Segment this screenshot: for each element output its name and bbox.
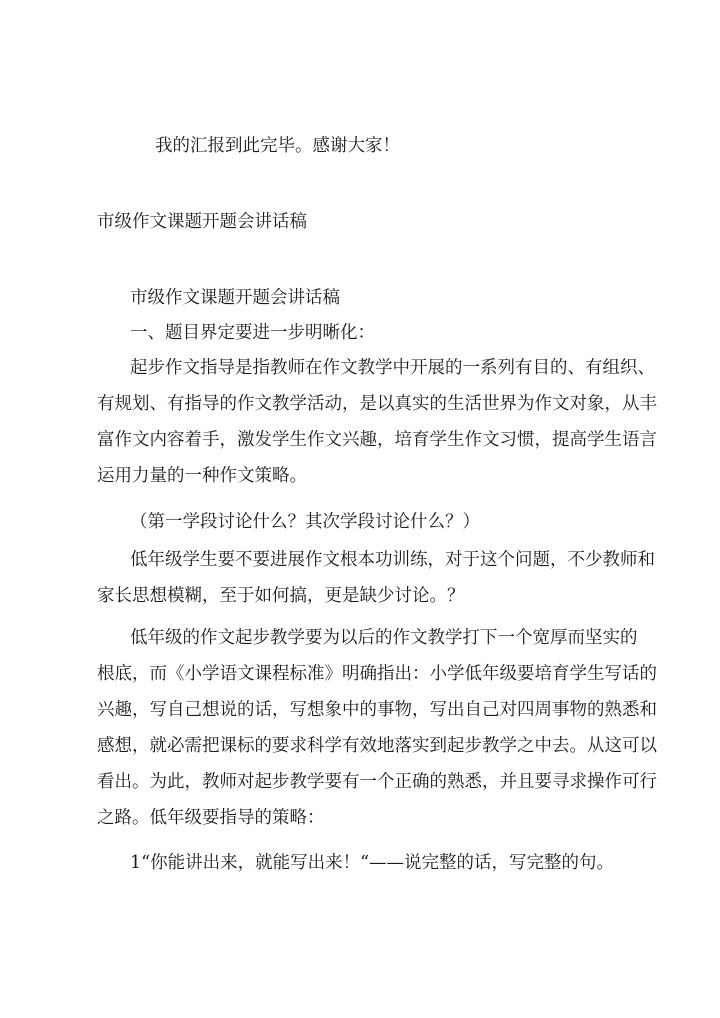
paragraph-low-grade	[97, 542, 655, 614]
section-one-heading: 一、题目界定要进一步明晰化：	[130, 323, 375, 343]
paragraph-line: 兴趣，写自己想说的话，写想象中的事物，写出自己对四周事物的熟悉和	[97, 700, 657, 720]
paragraph-line: 有规划、有指导的作文教学活动，是以真实的生活世界为作文对象，从丰	[97, 394, 657, 414]
paragraph-definition	[97, 350, 657, 494]
paragraph-line: 看出。为此，教师对起步教学要有一个正确的熟悉，并且要寻求操作可行	[97, 772, 657, 792]
body-title: 市级作文课题开题会讲话稿	[130, 288, 340, 308]
paragraph-foundation	[97, 620, 657, 836]
paragraph-line: 起步作文指导是指教师在作文教学中开展的一系列有目的、有组织、	[130, 358, 655, 378]
question-line: （第一学段讨论什么？其次学段讨论什么？）	[130, 512, 480, 532]
paragraph-line: 低年级学生要不要进展作文根本功训练，对于这个问题，不少教师和	[130, 550, 655, 570]
paragraph-line: 运用力量的一种作文策略。	[97, 466, 307, 486]
strategy-one: 1“你能讲出来，就能写出来！“——说完整的话，写完整的句。	[130, 853, 615, 873]
paragraph-line: 低年级的作文起步教学要为以后的作文教学打下一个宽厚而坚实的	[130, 628, 638, 648]
paragraph-line: 根底，而《小学语文课程标准》明确指出：小学低年级要培育学生写话的	[97, 664, 657, 684]
paragraph-line: 感想，就必需把课标的要求科学有效地落实到起步教学之中去。从这可以	[97, 736, 657, 756]
document-title: 市级作文课题开题会讲话稿	[97, 212, 307, 232]
paragraph-line: 家长思想模糊，至于如何搞，更是缺少讨论。？	[97, 586, 465, 606]
paragraph-line: 之路。低年级要指导的策略：	[97, 808, 325, 828]
closing-line: 我的汇报到此完毕。感谢大家！	[155, 136, 400, 156]
paragraph-line: 富作文内容着手，激发学生作文兴趣，培育学生作文习惯，提高学生语言	[97, 430, 657, 450]
